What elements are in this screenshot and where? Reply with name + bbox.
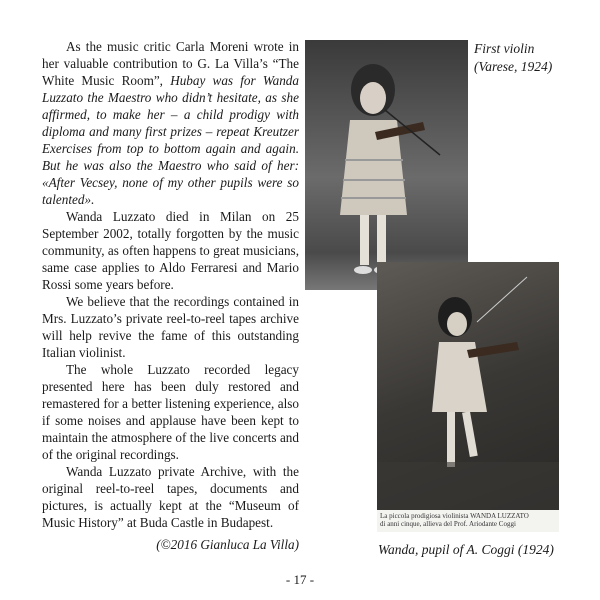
caption-line: (Varese, 1924) [474,59,553,74]
quote-intro: As the music critic Carla Moreni wrote in her valuable contribution to G. La Villa’s “The White Music Room”, [42,39,299,88]
photo-first-violin [305,40,468,290]
paragraph-recordings: We believe that the recordings contained in Mrs. Luzzato’s private reel-to-reel tapes archive will help revive the fame of this outstanding Italian violinist. [42,294,299,360]
paragraph-legacy: The whole Luzzato recorded legacy presented here has been duly restored and remastered for a better listening experience, also if some noises and applause have been kept to maintain the atmosphere of the live concerts and of the original recordings. [42,362,299,462]
signature: (©2016 Gianluca La Villa) [156,537,299,552]
photo-pupil-of-coggi [377,262,559,510]
paragraph-death: Wanda Luzzato died in Milan on 25 September 2002, totally forgotten by the music community, as often happens to great musicians, same case applies to Aldo Ferraresi and Mario Rossi some years before. [42,209,299,292]
photo-print-caption [377,510,559,532]
paragraph-moreni-quote [42,38,299,208]
body-text [42,38,299,553]
print-caption-line: La piccola prodigiosa violinista WANDA LUZZATO [380,512,529,520]
print-caption-line: di anni cinque, allieva del Prof. Ariodante Coggi [380,520,516,528]
caption-first-violin [474,40,552,76]
girl-with-violin-illustration [305,40,468,290]
caption-line: First violin [474,41,535,56]
girl-playing-violin-illustration [377,262,559,510]
page-number: - 17 - [285,572,315,587]
paragraph-archive: Wanda Luzzato private Archive, with the original reel-to-reel tapes, documents and pictures, is actually kept at the “Museum of Music History” at Buda Castle in Budapest. [42,464,299,530]
caption-pupil-of-coggi: Wanda, pupil of A. Coggi (1924) [378,542,554,557]
quote-italic: Hubay was for Wanda Luzzato the Maestro who didn’t hesitate, as she affirmed, to make her – a child prodigy with diploma and many first prizes – repeat Kreutzer Exercises from top to bottom again and again. But he was also the Maestro who said of her: «After Vecsey, none of my other pupils were so talented». [42,73,299,207]
